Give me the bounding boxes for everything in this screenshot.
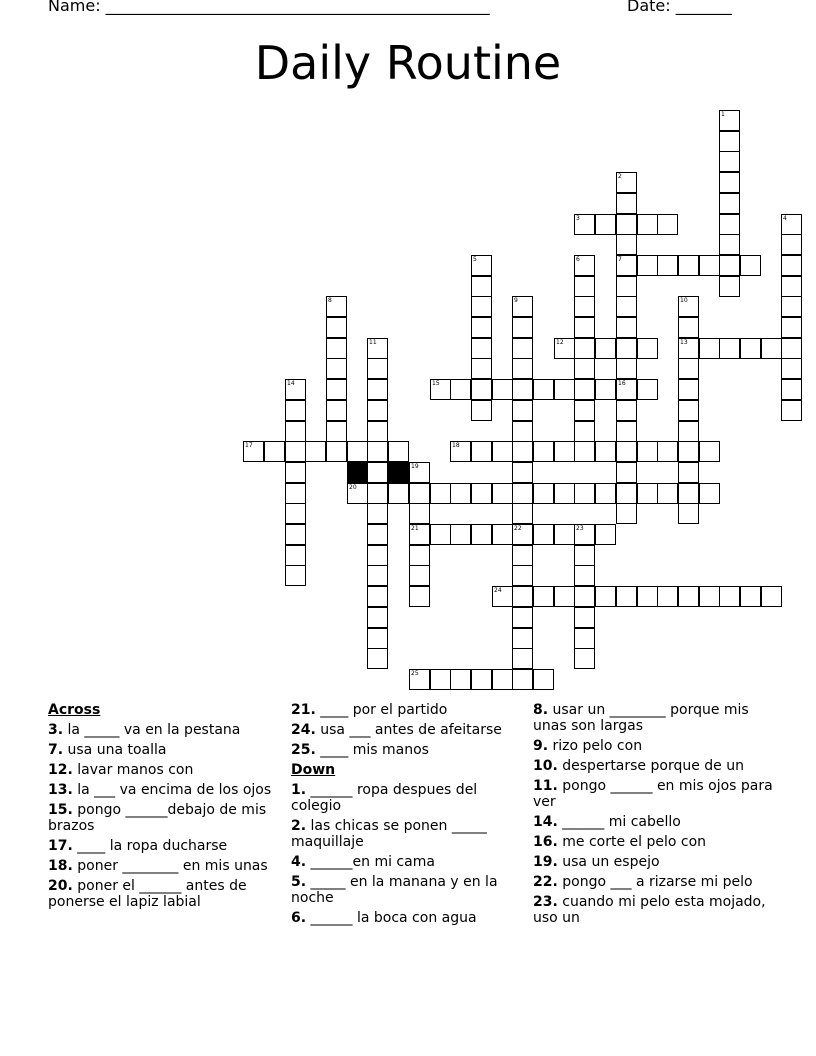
grid-cell[interactable]	[367, 400, 388, 421]
grid-cell[interactable]	[512, 628, 533, 649]
clue-column-3	[533, 702, 773, 930]
grid-cell[interactable]	[285, 503, 306, 524]
grid-cell[interactable]	[554, 338, 575, 359]
down-clue: 9. rizo pelo con	[533, 738, 643, 754]
grid-cell[interactable]	[471, 358, 492, 379]
grid-cell[interactable]	[637, 586, 658, 607]
grid-cell[interactable]	[264, 441, 285, 462]
across-clue: 17. ____ la ropa ducharse	[48, 838, 228, 854]
grid-cell[interactable]	[367, 524, 388, 545]
grid-cell[interactable]	[367, 565, 388, 586]
grid-cell[interactable]	[699, 441, 720, 462]
grid-cell[interactable]	[471, 276, 492, 297]
grid-cell[interactable]	[616, 379, 637, 400]
grid-cell[interactable]	[678, 379, 699, 400]
grid-cell[interactable]	[492, 669, 513, 690]
grid-cell[interactable]	[388, 483, 409, 504]
grid-cell[interactable]	[657, 214, 678, 235]
grid-cell[interactable]	[574, 628, 595, 649]
down-heading: Down	[291, 762, 336, 778]
grid-cell[interactable]	[781, 400, 802, 421]
across-clue: 3. la _____ va en la pestana	[48, 722, 241, 738]
grid-cell[interactable]	[574, 255, 595, 276]
grid-cell[interactable]	[554, 524, 575, 545]
grid-cell[interactable]	[595, 214, 616, 235]
grid-cell[interactable]	[512, 648, 533, 669]
grid-cell[interactable]	[699, 338, 720, 359]
grid-cell[interactable]	[574, 441, 595, 462]
grid-cell[interactable]	[595, 338, 616, 359]
grid-cell[interactable]	[637, 255, 658, 276]
grid-cell[interactable]	[367, 586, 388, 607]
black-cell	[388, 462, 409, 483]
grid-cell[interactable]	[367, 545, 388, 566]
across-clue: 20. poner el ______ antes de ponerse el lapiz labial	[48, 878, 247, 910]
grid-cell[interactable]	[574, 296, 595, 317]
grid-cell[interactable]	[574, 421, 595, 442]
grid-cell[interactable]	[409, 669, 430, 690]
clue-number: 21	[411, 525, 419, 532]
grid-cell[interactable]	[657, 483, 678, 504]
grid-cell[interactable]	[719, 276, 740, 297]
grid-cell[interactable]	[554, 483, 575, 504]
clue-number: 17	[245, 442, 253, 449]
grid-cell[interactable]	[512, 503, 533, 524]
grid-cell[interactable]	[678, 483, 699, 504]
grid-cell[interactable]	[367, 648, 388, 669]
grid-cell[interactable]	[616, 503, 637, 524]
grid-cell[interactable]	[678, 462, 699, 483]
grid-cell[interactable]	[367, 338, 388, 359]
grid-cell[interactable]	[285, 524, 306, 545]
grid-cell[interactable]	[574, 565, 595, 586]
grid-cell[interactable]	[781, 255, 802, 276]
grid-cell[interactable]	[574, 214, 595, 235]
grid-cell[interactable]	[367, 607, 388, 628]
grid-cell[interactable]	[305, 441, 326, 462]
down-clue: 23. cuando mi pelo esta mojado, uso un	[533, 894, 766, 926]
grid-cell[interactable]	[409, 503, 430, 524]
name-field[interactable]: Name: ________________________________________________	[48, 0, 490, 15]
grid-cell[interactable]	[471, 296, 492, 317]
grid-cell[interactable]	[616, 441, 637, 462]
grid-cell[interactable]	[285, 400, 306, 421]
grid-cell[interactable]	[781, 338, 802, 359]
grid-cell[interactable]	[678, 586, 699, 607]
grid-cell[interactable]	[678, 421, 699, 442]
grid-cell[interactable]	[637, 483, 658, 504]
grid-cell[interactable]	[616, 276, 637, 297]
clue-number: 15	[432, 380, 440, 387]
grid-cell[interactable]	[616, 172, 637, 193]
grid-cell[interactable]	[243, 441, 264, 462]
grid-cell[interactable]	[657, 255, 678, 276]
across-clue: 12. lavar manos con	[48, 762, 194, 778]
grid-cell[interactable]	[492, 483, 513, 504]
grid-cell[interactable]	[512, 338, 533, 359]
grid-cell[interactable]	[678, 255, 699, 276]
grid-cell[interactable]	[678, 503, 699, 524]
grid-cell[interactable]	[719, 172, 740, 193]
grid-cell[interactable]	[326, 358, 347, 379]
grid-cell[interactable]	[512, 421, 533, 442]
grid-cell[interactable]	[367, 379, 388, 400]
grid-cell[interactable]	[719, 234, 740, 255]
grid-cell[interactable]	[657, 586, 678, 607]
clue-number: 10	[680, 297, 688, 304]
date-field[interactable]: Date: _______	[627, 0, 732, 15]
clue-number: 13	[680, 339, 688, 346]
grid-cell[interactable]	[430, 524, 451, 545]
grid-cell[interactable]	[512, 524, 533, 545]
grid-cell[interactable]	[719, 193, 740, 214]
across-clue: 21. ____ por el partido	[291, 702, 448, 718]
clue-number: 2	[618, 173, 622, 180]
grid-cell[interactable]	[637, 441, 658, 462]
grid-cell[interactable]	[533, 669, 554, 690]
grid-cell[interactable]	[678, 338, 699, 359]
grid-cell[interactable]	[471, 524, 492, 545]
grid-cell[interactable]	[512, 400, 533, 421]
grid-cell[interactable]	[450, 524, 471, 545]
grid-cell[interactable]	[533, 586, 554, 607]
grid-cell[interactable]	[533, 379, 554, 400]
grid-cell[interactable]	[781, 379, 802, 400]
grid-cell[interactable]	[450, 483, 471, 504]
grid-cell[interactable]	[574, 648, 595, 669]
grid-cell[interactable]	[533, 483, 554, 504]
grid-cell[interactable]	[657, 441, 678, 462]
grid-cell[interactable]	[367, 441, 388, 462]
clue-number: 11	[369, 339, 377, 346]
down-clue: 19. usa un espejo	[533, 854, 660, 870]
grid-cell[interactable]	[471, 441, 492, 462]
grid-cell[interactable]	[512, 462, 533, 483]
down-clue: 22. pongo ___ a rizarse mi pelo	[533, 874, 753, 890]
grid-cell[interactable]	[285, 421, 306, 442]
grid-cell[interactable]	[719, 131, 740, 152]
grid-cell[interactable]	[285, 379, 306, 400]
grid-cell[interactable]	[285, 441, 306, 462]
grid-cell[interactable]	[367, 358, 388, 379]
clue-number: 4	[783, 215, 787, 222]
grid-cell[interactable]	[678, 400, 699, 421]
grid-cell[interactable]	[492, 524, 513, 545]
clue-number: 22	[514, 525, 522, 532]
grid-cell[interactable]	[492, 379, 513, 400]
grid-cell[interactable]	[430, 483, 451, 504]
clue-number: 23	[576, 525, 584, 532]
grid-cell[interactable]	[326, 338, 347, 359]
grid-cell[interactable]	[781, 234, 802, 255]
down-clue: 5. _____ en la manana y en la noche	[291, 874, 498, 906]
grid-cell[interactable]	[781, 358, 802, 379]
grid-cell[interactable]	[678, 317, 699, 338]
grid-cell[interactable]	[616, 193, 637, 214]
grid-cell[interactable]	[471, 400, 492, 421]
grid-cell[interactable]	[512, 565, 533, 586]
across-heading: Across	[48, 702, 101, 718]
clue-number: 24	[494, 587, 502, 594]
grid-cell[interactable]	[367, 483, 388, 504]
across-clue: 18. poner ________ en mis unas	[48, 858, 268, 874]
grid-cell[interactable]	[719, 214, 740, 235]
down-clue: 4. ______en mi cama	[291, 854, 435, 870]
clue-number: 12	[556, 339, 564, 346]
page-title: Daily Routine	[254, 36, 562, 90]
grid-cell[interactable]	[450, 441, 471, 462]
grid-cell[interactable]	[512, 296, 533, 317]
grid-cell[interactable]	[285, 565, 306, 586]
grid-cell[interactable]	[326, 441, 347, 462]
down-clue: 8. usar un ________ porque mis unas son largas	[533, 702, 749, 734]
grid-cell[interactable]	[409, 586, 430, 607]
grid-cell[interactable]	[492, 441, 513, 462]
down-clue: 11. pongo ______ en mis ojos para ver	[533, 778, 773, 810]
grid-cell[interactable]	[471, 669, 492, 690]
grid-cell[interactable]	[471, 379, 492, 400]
grid-cell[interactable]	[616, 400, 637, 421]
grid-cell[interactable]	[781, 276, 802, 297]
grid-cell[interactable]	[761, 338, 782, 359]
grid-cell[interactable]	[574, 358, 595, 379]
grid-cell[interactable]	[781, 296, 802, 317]
grid-cell[interactable]	[285, 462, 306, 483]
grid-cell[interactable]	[595, 379, 616, 400]
grid-cell[interactable]	[740, 255, 761, 276]
grid-cell[interactable]	[367, 462, 388, 483]
grid-cell[interactable]	[471, 255, 492, 276]
grid-cell[interactable]	[616, 317, 637, 338]
grid-cell[interactable]	[719, 586, 740, 607]
clue-column-2	[291, 702, 531, 930]
grid-cell[interactable]	[326, 400, 347, 421]
clue-number: 8	[328, 297, 332, 304]
grid-cell[interactable]	[367, 503, 388, 524]
grid-cell[interactable]	[637, 214, 658, 235]
grid-cell[interactable]	[367, 628, 388, 649]
grid-cell[interactable]	[574, 586, 595, 607]
grid-cell[interactable]	[347, 483, 368, 504]
grid-cell[interactable]	[471, 338, 492, 359]
grid-cell[interactable]	[409, 524, 430, 545]
grid-cell[interactable]	[450, 379, 471, 400]
grid-cell[interactable]	[554, 441, 575, 462]
grid-cell[interactable]	[574, 317, 595, 338]
across-clue: 25. ____ mis manos	[291, 742, 429, 758]
grid-cell[interactable]	[616, 296, 637, 317]
grid-cell[interactable]	[678, 441, 699, 462]
grid-cell[interactable]	[554, 379, 575, 400]
clue-number: 18	[452, 442, 460, 449]
grid-cell[interactable]	[574, 607, 595, 628]
grid-cell[interactable]	[492, 586, 513, 607]
grid-cell[interactable]	[285, 545, 306, 566]
grid-cell[interactable]	[678, 296, 699, 317]
clue-number: 7	[618, 256, 622, 263]
clue-number: 3	[576, 215, 580, 222]
clue-column-1	[48, 702, 288, 914]
grid-cell[interactable]	[512, 317, 533, 338]
grid-cell[interactable]	[574, 524, 595, 545]
grid-cell[interactable]	[326, 379, 347, 400]
grid-cell[interactable]	[409, 483, 430, 504]
clue-number: 6	[576, 256, 580, 263]
grid-cell[interactable]	[574, 545, 595, 566]
grid-cell[interactable]	[512, 607, 533, 628]
grid-cell[interactable]	[471, 483, 492, 504]
grid-cell[interactable]	[574, 400, 595, 421]
grid-cell[interactable]	[512, 586, 533, 607]
across-clue: 15. pongo ______debajo de mis brazos	[48, 802, 267, 834]
grid-cell[interactable]	[637, 379, 658, 400]
grid-cell[interactable]	[512, 483, 533, 504]
grid-cell[interactable]	[574, 379, 595, 400]
grid-cell[interactable]	[554, 586, 575, 607]
grid-cell[interactable]	[699, 586, 720, 607]
clue-number: 19	[411, 463, 419, 470]
grid-cell[interactable]	[595, 586, 616, 607]
grid-cell[interactable]	[574, 338, 595, 359]
grid-cell[interactable]	[326, 296, 347, 317]
clue-number: 1	[721, 111, 725, 118]
grid-cell[interactable]	[616, 214, 637, 235]
grid-cell[interactable]	[595, 483, 616, 504]
grid-cell[interactable]	[512, 669, 533, 690]
across-clue: 13. la ___ va encima de los ojos	[48, 782, 272, 798]
grid-cell[interactable]	[719, 110, 740, 131]
clue-number: 25	[411, 670, 419, 677]
grid-cell[interactable]	[409, 545, 430, 566]
across-clue: 7. usa una toalla	[48, 742, 167, 758]
grid-cell[interactable]	[719, 338, 740, 359]
grid-cell[interactable]	[637, 338, 658, 359]
down-clue: 2. las chicas se ponen _____ maquillaje	[291, 818, 487, 850]
grid-cell[interactable]	[450, 669, 471, 690]
grid-cell[interactable]	[595, 524, 616, 545]
grid-cell[interactable]	[574, 276, 595, 297]
grid-cell[interactable]	[719, 151, 740, 172]
grid-cell[interactable]	[430, 669, 451, 690]
grid-cell[interactable]	[616, 358, 637, 379]
grid-cell[interactable]	[616, 483, 637, 504]
grid-cell[interactable]	[740, 586, 761, 607]
grid-cell[interactable]	[285, 483, 306, 504]
grid-cell[interactable]	[533, 441, 554, 462]
grid-cell[interactable]	[781, 317, 802, 338]
grid-cell[interactable]	[574, 483, 595, 504]
grid-cell[interactable]	[326, 421, 347, 442]
grid-cell[interactable]	[699, 255, 720, 276]
grid-cell[interactable]	[616, 421, 637, 442]
clue-number: 14	[287, 380, 295, 387]
grid-cell[interactable]	[781, 214, 802, 235]
down-clue: 14. ______ mi cabello	[533, 814, 681, 830]
grid-cell[interactable]	[616, 586, 637, 607]
grid-cell[interactable]	[616, 462, 637, 483]
clue-number: 16	[618, 380, 626, 387]
grid-cell[interactable]	[388, 441, 409, 462]
grid-cell[interactable]	[326, 317, 347, 338]
grid-cell[interactable]	[533, 524, 554, 545]
grid-cell[interactable]	[409, 565, 430, 586]
clue-number: 20	[349, 484, 357, 491]
grid-cell[interactable]	[719, 255, 740, 276]
grid-cell[interactable]	[595, 441, 616, 462]
black-cell	[347, 462, 368, 483]
grid-cell[interactable]	[512, 358, 533, 379]
grid-cell[interactable]	[616, 234, 637, 255]
grid-cell[interactable]	[699, 483, 720, 504]
across-clue: 24. usa ___ antes de afeitarse	[291, 722, 502, 738]
grid-cell[interactable]	[367, 421, 388, 442]
grid-cell[interactable]	[471, 317, 492, 338]
grid-cell[interactable]	[430, 379, 451, 400]
grid-cell[interactable]	[512, 379, 533, 400]
clue-number: 9	[514, 297, 518, 304]
down-clue: 1. ______ ropa despues del colegio	[291, 782, 478, 814]
grid-cell[interactable]	[616, 255, 637, 276]
down-clue: 10. despertarse porque de un	[533, 758, 744, 774]
grid-cell[interactable]	[347, 441, 368, 462]
clue-number: 5	[473, 256, 477, 263]
grid-cell[interactable]	[512, 545, 533, 566]
grid-cell[interactable]	[616, 338, 637, 359]
down-clue: 6. ______ la boca con agua	[291, 910, 477, 926]
grid-cell[interactable]	[678, 358, 699, 379]
grid-cell[interactable]	[761, 586, 782, 607]
grid-cell[interactable]	[409, 462, 430, 483]
grid-cell[interactable]	[740, 338, 761, 359]
grid-cell[interactable]	[512, 441, 533, 462]
down-clue: 16. me corte el pelo con	[533, 834, 707, 850]
